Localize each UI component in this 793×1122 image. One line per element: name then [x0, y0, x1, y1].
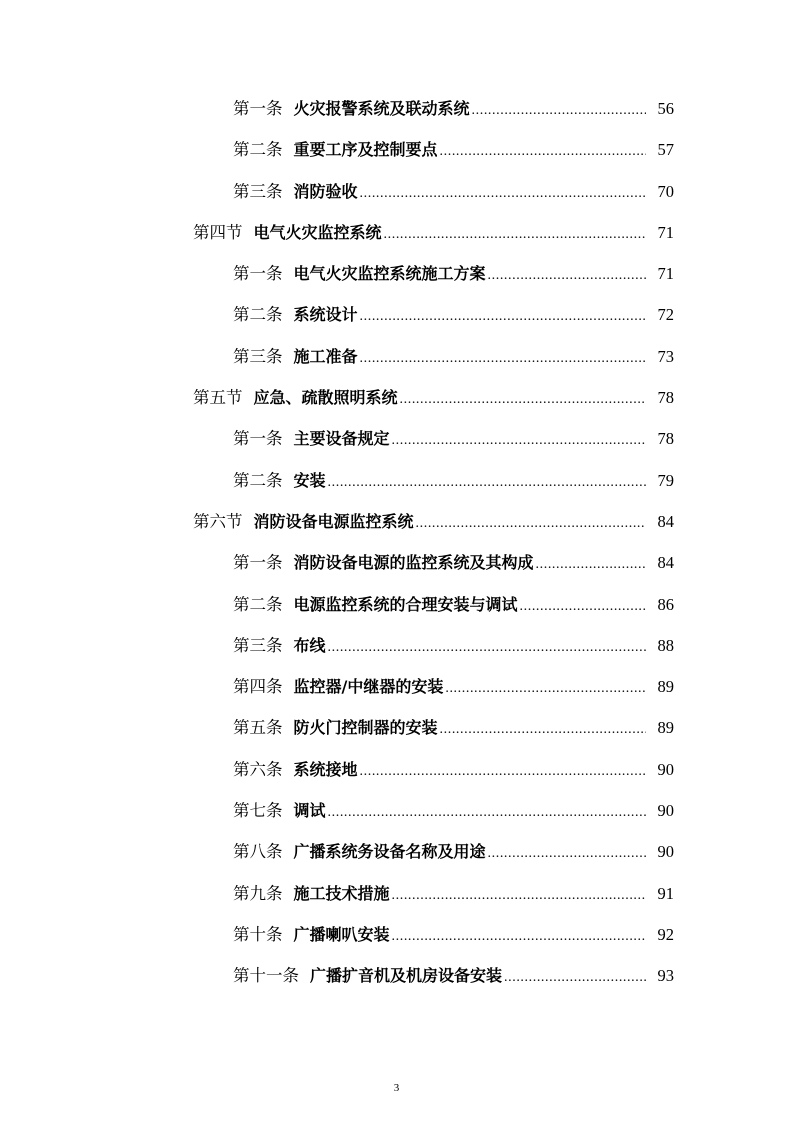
toc-entry-page: 84 — [657, 511, 674, 531]
toc-entry[interactable] — [0, 216, 793, 257]
toc-entry[interactable] — [0, 546, 793, 587]
toc-entry-number: 第三条 — [233, 181, 283, 201]
toc-dot-leader — [360, 300, 646, 334]
toc-entry-title: 施工技术措施 — [293, 883, 390, 903]
toc-dot-leader — [536, 548, 646, 582]
toc-entry-title: 消防设备电源的监控系统及其构成 — [293, 553, 534, 573]
toc-entry[interactable] — [0, 422, 793, 463]
toc-entry-page: 71 — [657, 264, 674, 284]
toc-dot-leader — [392, 879, 646, 913]
toc-entry-page: 90 — [657, 759, 674, 779]
toc-entry-number: 第一条 — [233, 99, 283, 118]
toc-entry[interactable] — [0, 464, 793, 505]
toc-entry-title: 安装 — [293, 470, 326, 490]
toc-entry[interactable] — [0, 92, 793, 133]
toc-entry-page: 90 — [657, 842, 674, 862]
toc-entry-page: 89 — [657, 718, 674, 738]
toc-entry-page: 73 — [657, 346, 674, 366]
toc-dot-leader — [504, 961, 646, 995]
toc-entry-page: 78 — [657, 429, 674, 449]
toc-entry-page: 84 — [657, 553, 674, 573]
toc-entry-title: 广播扩音机及机房设备安装 — [310, 966, 503, 986]
toc-entry[interactable] — [0, 918, 793, 959]
toc-entry[interactable] — [0, 877, 793, 918]
toc-entry-title: 防火门控制器的安装 — [293, 718, 438, 738]
table-of-contents — [0, 92, 793, 1001]
toc-entry-number: 第六节 — [193, 511, 243, 531]
toc-entry-number: 第一条 — [233, 553, 283, 573]
toc-dot-leader — [488, 837, 646, 871]
toc-entry[interactable] — [0, 381, 793, 422]
toc-entry-number: 第十一条 — [233, 966, 299, 986]
toc-entry-number: 第五条 — [233, 718, 283, 738]
toc-entry-page: 91 — [657, 883, 674, 903]
toc-dot-leader — [392, 920, 646, 954]
toc-entry-title: 主要设备规定 — [293, 429, 390, 449]
toc-entry[interactable] — [0, 505, 793, 546]
toc-entry-page: 93 — [657, 966, 674, 986]
toc-entry[interactable] — [0, 670, 793, 711]
toc-entry-title: 广播喇叭安装 — [293, 924, 390, 944]
toc-entry-title: 电气火灾监控系统 — [253, 222, 382, 242]
toc-dot-leader — [328, 466, 646, 500]
toc-entry-number: 第二条 — [233, 470, 283, 490]
toc-dot-leader — [488, 259, 646, 293]
toc-dot-leader — [416, 507, 646, 541]
toc-entry[interactable] — [0, 175, 793, 216]
toc-entry-page: 89 — [657, 677, 674, 697]
toc-dot-leader — [360, 177, 646, 211]
toc-dot-leader — [392, 424, 646, 458]
toc-dot-leader — [360, 755, 646, 789]
toc-entry-page: 90 — [657, 801, 674, 821]
toc-entry-title: 火灾报警系统及联动系统 — [293, 99, 470, 118]
toc-entry-title: 消防设备电源监控系统 — [253, 511, 414, 531]
toc-entry[interactable] — [0, 835, 793, 876]
toc-entry[interactable] — [0, 133, 793, 174]
toc-entry-title: 消防验收 — [293, 181, 358, 201]
toc-entry[interactable] — [0, 711, 793, 752]
toc-entry-title: 调试 — [293, 801, 326, 821]
toc-entry-title: 系统设计 — [293, 305, 358, 325]
toc-entry-title: 施工准备 — [293, 346, 358, 366]
toc-entry-number: 第二条 — [233, 305, 283, 325]
toc-entry-number: 第二条 — [233, 140, 283, 160]
toc-entry-title: 电源监控系统的合理安装与调试 — [293, 594, 518, 614]
toc-dot-leader — [400, 383, 646, 417]
toc-entry-page: 72 — [657, 305, 674, 325]
toc-dot-leader — [440, 135, 646, 169]
toc-entry-page: 70 — [657, 181, 674, 201]
toc-entry-number: 第五节 — [193, 388, 243, 408]
toc-entry-title: 广播系统务设备名称及用途 — [293, 842, 486, 862]
page-number: 3 — [393, 1082, 400, 1094]
toc-entry-number: 第一条 — [233, 264, 283, 284]
toc-entry-title: 监控器/中继器的安装 — [293, 677, 444, 697]
toc-entry-page: 88 — [657, 635, 674, 655]
toc-entry-page: 71 — [657, 222, 674, 242]
toc-dot-leader — [328, 631, 646, 665]
toc-entry-number: 第九条 — [233, 883, 283, 903]
toc-entry[interactable] — [0, 753, 793, 794]
toc-entry-page: 56 — [657, 99, 674, 118]
toc-entry-title: 布线 — [293, 635, 326, 655]
toc-entry[interactable] — [0, 298, 793, 339]
toc-entry[interactable] — [0, 588, 793, 629]
toc-entry-number: 第三条 — [233, 346, 283, 366]
toc-entry-title: 重要工序及控制要点 — [293, 140, 438, 160]
toc-entry[interactable] — [0, 257, 793, 298]
toc-entry-title: 电气火灾监控系统施工方案 — [293, 264, 486, 284]
toc-entry[interactable] — [0, 629, 793, 670]
toc-entry-number: 第二条 — [233, 594, 283, 614]
toc-entry-page: 79 — [657, 470, 674, 490]
toc-entry-title: 系统接地 — [293, 759, 358, 779]
toc-dot-leader — [472, 94, 646, 128]
toc-entry[interactable] — [0, 340, 793, 381]
toc-entry-number: 第四条 — [233, 677, 283, 697]
toc-entry-number: 第七条 — [233, 801, 283, 821]
toc-entry-title: 应急、疏散照明系统 — [253, 388, 398, 408]
toc-entry[interactable] — [0, 959, 793, 1000]
toc-dot-leader — [520, 590, 646, 624]
toc-entry-page: 86 — [657, 594, 674, 614]
toc-dot-leader — [440, 713, 646, 747]
toc-entry-page: 78 — [657, 388, 674, 408]
toc-dot-leader — [384, 218, 646, 252]
toc-dot-leader — [328, 796, 646, 830]
toc-entry-number: 第一条 — [233, 429, 283, 449]
toc-dot-leader — [360, 342, 646, 376]
toc-entry-number: 第四节 — [193, 222, 243, 242]
toc-entry-number: 第十条 — [233, 924, 283, 944]
toc-dot-leader — [445, 672, 646, 706]
toc-entry-page: 92 — [657, 924, 674, 944]
toc-entry-number: 第三条 — [233, 635, 283, 655]
toc-entry[interactable] — [0, 794, 793, 835]
toc-entry-number: 第八条 — [233, 842, 283, 862]
toc-entry-number: 第六条 — [233, 759, 283, 779]
toc-entry-page: 57 — [657, 140, 674, 160]
